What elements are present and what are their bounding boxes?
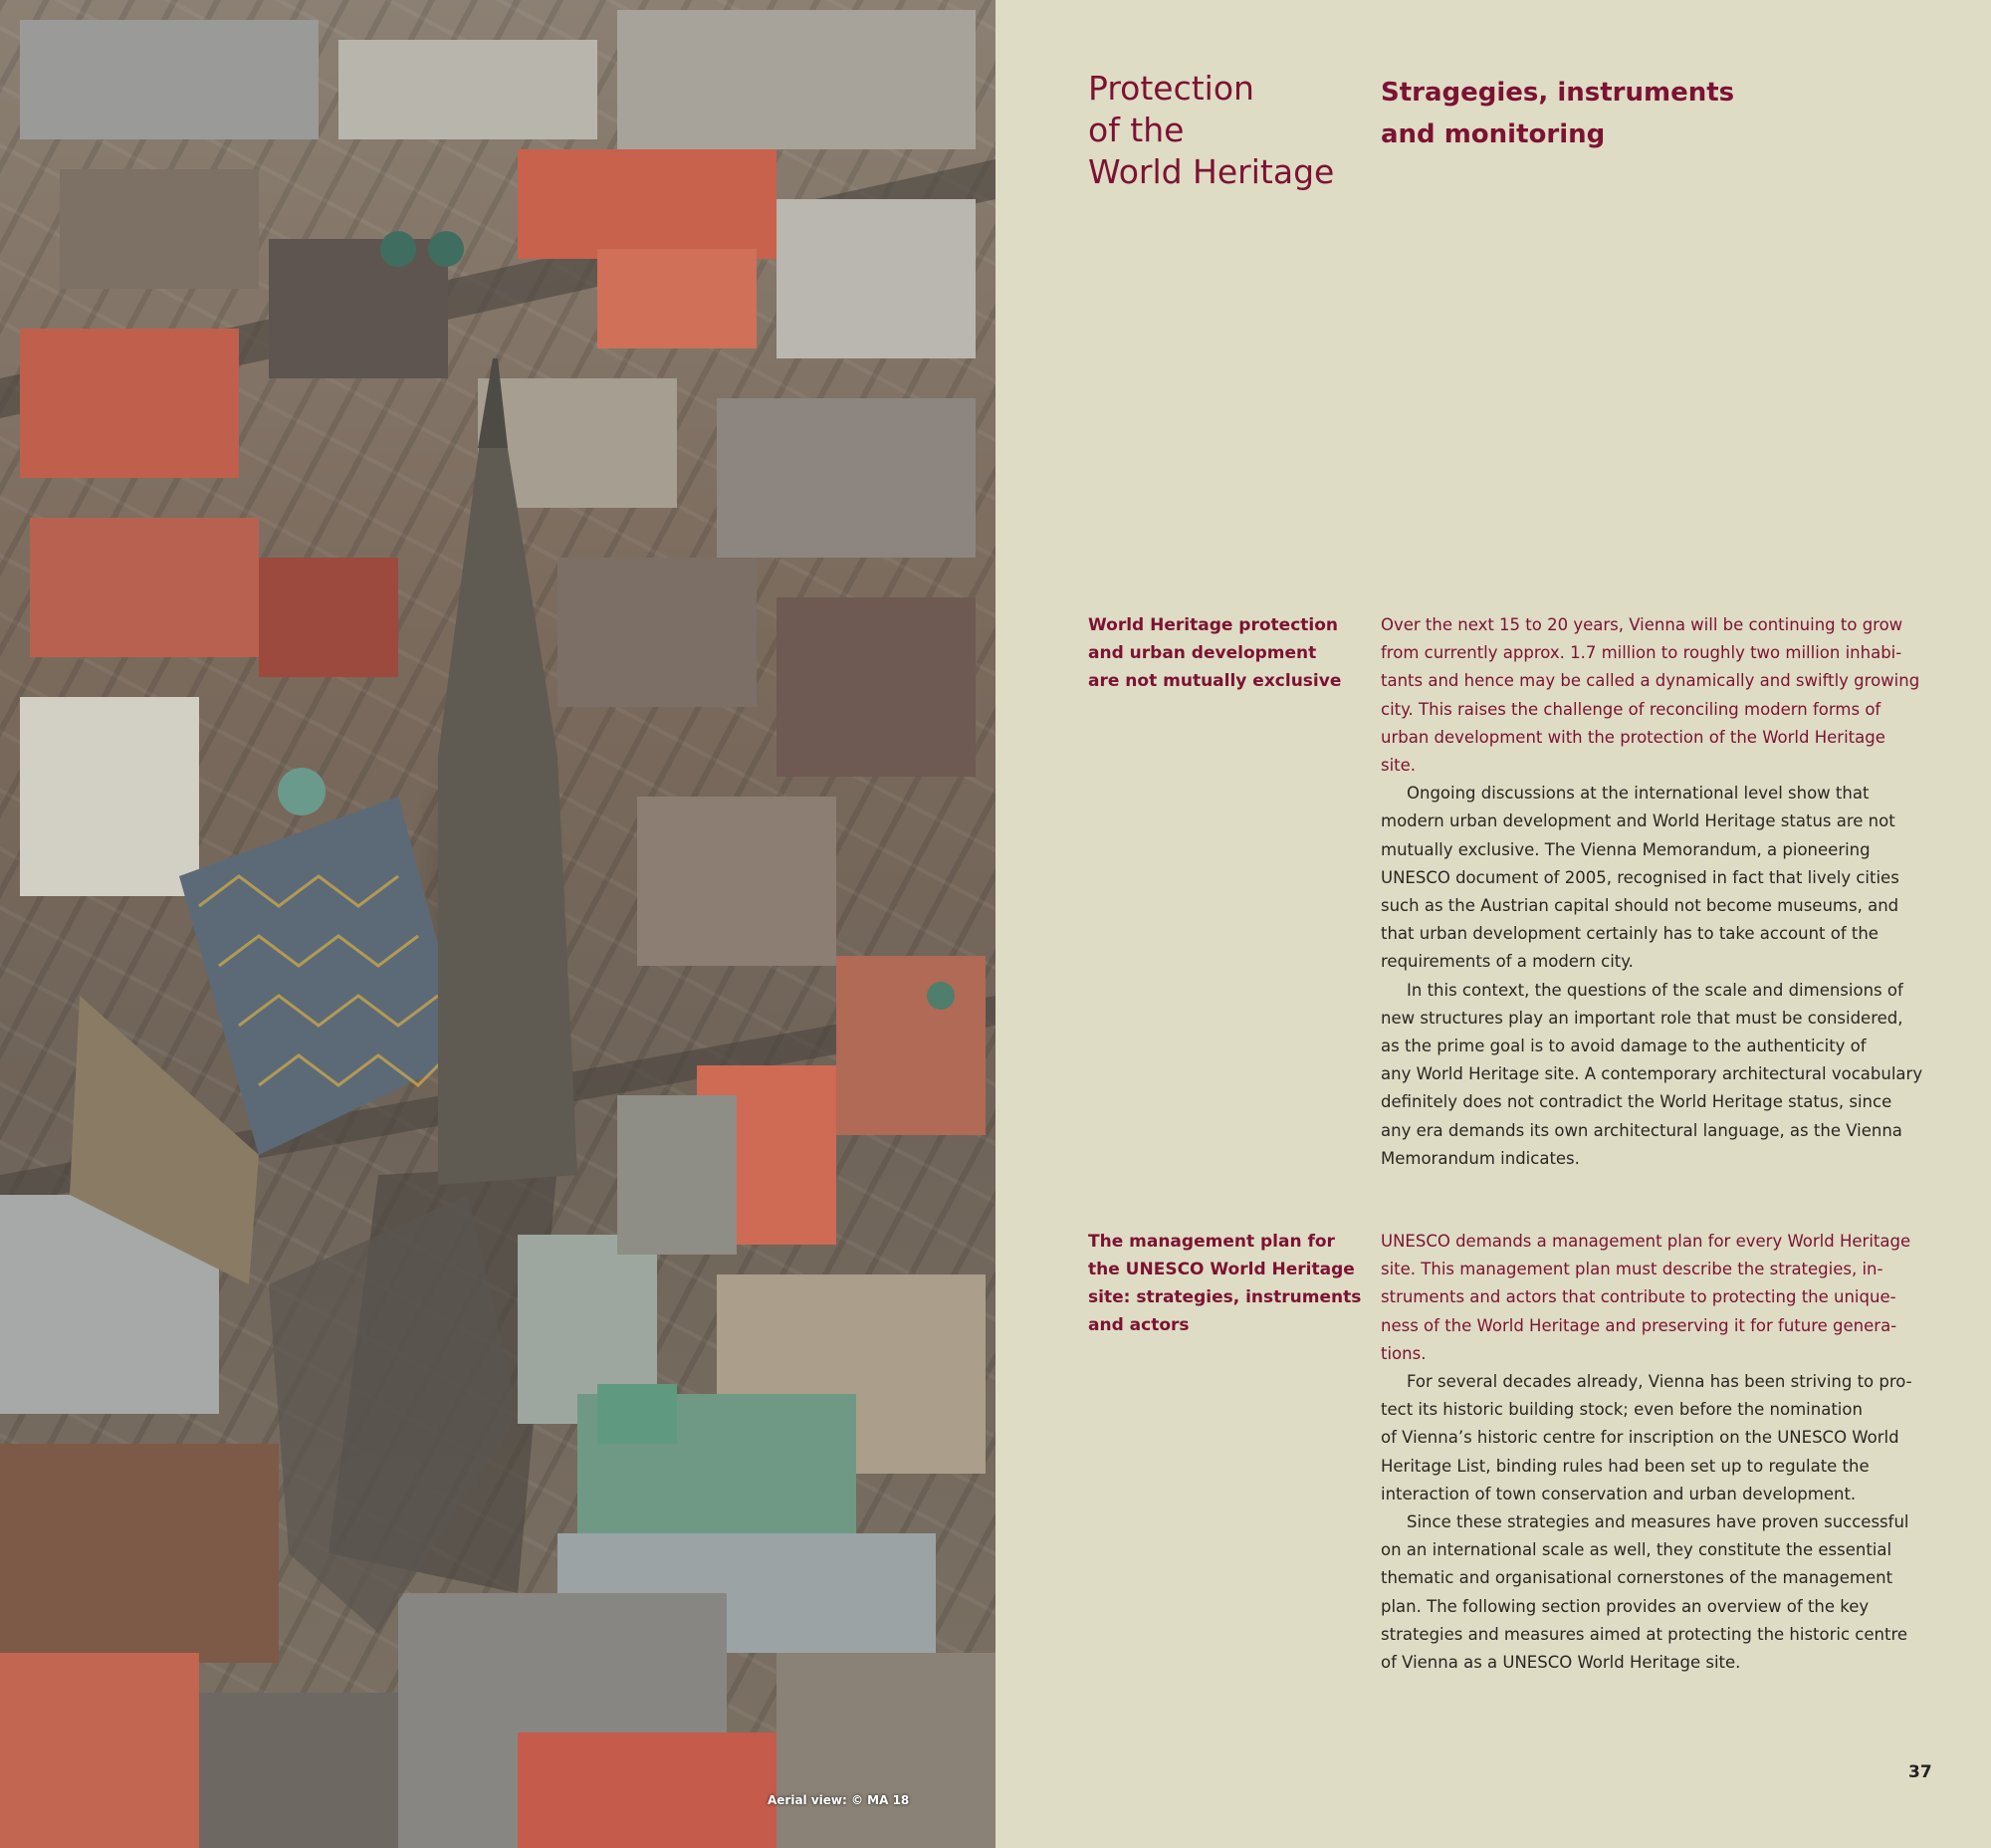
side-label-line: The management plan for <box>1088 1232 1335 1252</box>
side-label-line: World Heritage protection <box>1088 615 1339 635</box>
text-line: Heritage List, binding rules had been set up to regulate the <box>1381 1456 1870 1476</box>
side-label-line: and actors <box>1088 1315 1190 1335</box>
text-line: on an international scale as well, they constitute the essential <box>1381 1540 1892 1560</box>
text-line: strategies and measures aimed at protecting the historic centre <box>1381 1624 1908 1644</box>
text-line: as the prime goal is to avoid damage to the authenticity of <box>1381 1037 1867 1056</box>
section-2-body <box>1381 1228 1938 1677</box>
side-label-urban-development <box>1088 611 1357 695</box>
text-line: that urban development certainly has to take account of the <box>1381 924 1879 944</box>
section-heading <box>1381 72 1734 155</box>
photo-credit: Aerial view: © MA 18 <box>768 1793 910 1807</box>
section-heading-line: and monitoring <box>1381 119 1606 149</box>
chapter-title-line: Protection <box>1088 69 1254 108</box>
chapter-title-line: of the <box>1088 111 1185 149</box>
text-line: tect its historic building stock; even before the nomination <box>1381 1400 1863 1420</box>
text-line: of Vienna as a UNESCO World Heritage site. <box>1381 1653 1741 1673</box>
body-paragraph <box>1381 780 1938 976</box>
lead-paragraph <box>1381 611 1938 780</box>
text-line: site. <box>1381 756 1417 776</box>
side-label-line: the UNESCO World Heritage <box>1088 1260 1355 1279</box>
body-paragraph <box>1381 1368 1938 1508</box>
text-line: Over the next 15 to 20 years, Vienna will be continuing to grow <box>1381 615 1903 634</box>
text-line: site. This management plan must describe the strategies, in- <box>1381 1260 1883 1279</box>
text-line: struments and actors that contribute to protecting the unique- <box>1381 1287 1896 1307</box>
section-1-body <box>1381 611 1938 1173</box>
text-line: interaction of town conservation and urban development. <box>1381 1484 1857 1503</box>
section-heading-line: Stragegies, instruments <box>1381 78 1735 108</box>
text-line: definitely does not contradict the World Heritage status, since <box>1381 1092 1892 1112</box>
text-line: UNESCO document of 2005, recognised in fact that lively cities <box>1381 867 1899 887</box>
text-line: In this context, the questions of the scale and dimensions of <box>1407 980 1903 1000</box>
text-line: Ongoing discussions at the international level show that <box>1407 784 1870 804</box>
chapter-title-line: World Heritage <box>1088 152 1335 191</box>
text-line: city. This raises the challenge of reconciling modern forms of <box>1381 699 1881 719</box>
text-line: plan. The following section provides an overview of the key <box>1381 1596 1870 1616</box>
chapter-title <box>1088 68 1334 193</box>
text-line: thematic and organisational cornerstones of the management <box>1381 1568 1893 1588</box>
body-paragraph <box>1381 977 1938 1173</box>
text-line: tions. <box>1381 1343 1427 1363</box>
text-line: such as the Austrian capital should not become museums, and <box>1381 896 1899 916</box>
text-line: new structures play an important role that must be considered, <box>1381 1008 1903 1028</box>
text-line: of Vienna’s historic centre for inscription on the UNESCO World <box>1381 1428 1899 1448</box>
body-paragraph <box>1381 1508 1938 1677</box>
text-line: Since these strategies and measures have proven successful <box>1407 1512 1909 1532</box>
text-line: For several decades already, Vienna has been striving to pro- <box>1407 1372 1912 1392</box>
side-label-line: and urban development <box>1088 643 1317 663</box>
text-line: from currently approx. 1.7 million to roughly two million inhabi- <box>1381 643 1902 663</box>
text-line: any World Heritage site. A contemporary architectural vocabulary <box>1381 1064 1923 1084</box>
text-line: urban development with the protection of the World Heritage <box>1381 727 1885 747</box>
text-line: Memorandum indicates. <box>1381 1148 1580 1168</box>
text-line: ness of the World Heritage and preserving it for future genera- <box>1381 1315 1897 1335</box>
text-line: UNESCO demands a management plan for every World Heritage <box>1381 1232 1911 1251</box>
text-line: any era demands its own architectural language, as the Vienna <box>1381 1120 1902 1140</box>
text-line: tants and hence may be called a dynamically and swiftly growing <box>1381 671 1920 691</box>
text-page <box>996 0 1991 1848</box>
side-label-line: are not mutually exclusive <box>1088 671 1342 691</box>
text-line: modern urban development and World Heritage status are not <box>1381 811 1895 831</box>
lead-paragraph <box>1381 1228 1938 1368</box>
page-number: 37 <box>1908 1762 1932 1782</box>
side-label-management-plan <box>1088 1228 1362 1339</box>
side-label-line: site: strategies, instruments <box>1088 1287 1362 1307</box>
text-line: requirements of a modern city. <box>1381 952 1634 972</box>
text-line: mutually exclusive. The Vienna Memorandum, a pioneering <box>1381 839 1871 859</box>
